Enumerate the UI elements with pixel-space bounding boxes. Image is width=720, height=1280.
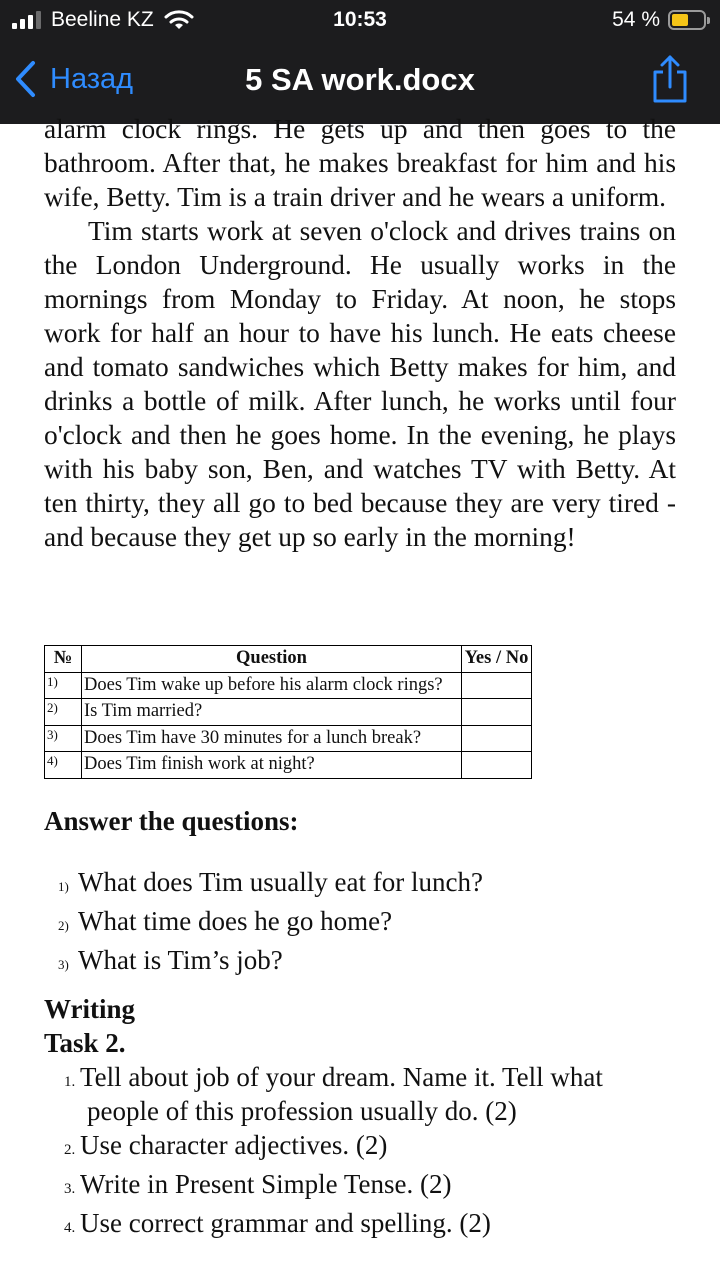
- list-item-text-continued: people of this profession usually do. (2): [87, 1096, 517, 1126]
- list-item-text: What does Tim usually eat for lunch?: [78, 867, 483, 897]
- answer-questions-heading: Answer the questions:: [44, 806, 299, 836]
- list-item-number: 1.: [64, 1074, 76, 1090]
- story-paragraph-2: Tim starts work at seven o'clock and drives trains on the London Underground. He usually works in the mornings from Monday to Friday. At noon, he stops work for half an hour to have his lunch. He eats cheese and tomato sandwiches which Betty makes for him, and drinks a bottle of milk. After lunch, he works until four o'clock and then he goes home. In the evening, he plays with his baby son, Ben, and watches TV with Betty. At ten thirty, they all go to bed because they are very tired - and because they get up so early in the morning!: [44, 216, 676, 552]
- writing-section: [44, 992, 135, 1060]
- list-item-text: What time does he go home?: [78, 906, 393, 936]
- battery-icon: [668, 10, 706, 30]
- row-number: 2): [45, 699, 82, 726]
- header-number: №: [45, 646, 82, 673]
- row-question: Does Tim finish work at night?: [82, 752, 462, 779]
- carrier-name: Beeline KZ: [51, 8, 154, 31]
- row-answer: [462, 699, 532, 726]
- row-question: Does Tim wake up before his alarm clock rings?: [82, 672, 462, 699]
- header-yes-no: Yes / No: [462, 646, 532, 673]
- battery-percent: 54 %: [612, 8, 660, 31]
- list-item: [64, 1167, 664, 1206]
- table-header-row: [45, 646, 532, 673]
- task-heading: Task 2.: [44, 1028, 126, 1058]
- list-item-number: 4.: [64, 1220, 76, 1236]
- task-list: [64, 1060, 664, 1245]
- row-question: Does Tim have 30 minutes for a lunch break?: [82, 725, 462, 752]
- header-question: Question: [82, 646, 462, 673]
- question-table: [44, 645, 532, 779]
- row-answer: [462, 725, 532, 752]
- list-item: [64, 1060, 664, 1128]
- list-item-text: Write in Present Simple Tense. (2): [80, 1169, 452, 1199]
- document-title: 5 SA work.docx: [245, 62, 475, 97]
- table-row: [45, 752, 532, 779]
- list-item-text: What is Tim’s job?: [78, 945, 283, 975]
- list-item: [64, 1128, 664, 1167]
- battery-level: [672, 14, 688, 26]
- list-item-number: 2): [58, 918, 69, 933]
- row-number: 3): [45, 725, 82, 752]
- list-item-number: 3): [58, 957, 69, 972]
- list-item-number: 2.: [64, 1142, 76, 1158]
- list-item: [58, 943, 483, 982]
- table-row: [45, 725, 532, 752]
- back-label: Назад: [50, 62, 134, 95]
- chevron-left-icon: [14, 60, 36, 98]
- list-item-text: Use character adjectives. (2): [80, 1130, 388, 1160]
- list-item-text: Tell about job of your dream. Name it. Tell what: [80, 1062, 603, 1092]
- row-number: 1): [45, 672, 82, 699]
- status-time: 10:53: [333, 8, 387, 31]
- share-icon[interactable]: [650, 54, 690, 104]
- row-answer: [462, 752, 532, 779]
- list-item: [58, 865, 483, 904]
- list-item: [58, 904, 483, 943]
- answer-question-list: [58, 865, 483, 982]
- row-question: Is Tim married?: [82, 699, 462, 726]
- table-row: [45, 699, 532, 726]
- table-row: [45, 672, 532, 699]
- document-body: [44, 114, 676, 554]
- list-item-text: Use correct grammar and spelling. (2): [80, 1208, 491, 1238]
- writing-heading: Writing: [44, 994, 136, 1024]
- row-answer: [462, 672, 532, 699]
- row-number: 4): [45, 752, 82, 779]
- story-paragraph-1: alarm clock rings. He gets up and then goes to the bathroom. After that, he makes breakfast for him and his wife, Betty. Tim is a train driver and he wears a uniform.: [44, 114, 676, 212]
- list-item-number: 1): [58, 879, 69, 894]
- status-bar: [0, 0, 720, 40]
- list-item-number: 3.: [64, 1181, 76, 1197]
- list-item: [64, 1206, 664, 1245]
- back-button[interactable]: [14, 60, 133, 98]
- status-right: [612, 8, 706, 32]
